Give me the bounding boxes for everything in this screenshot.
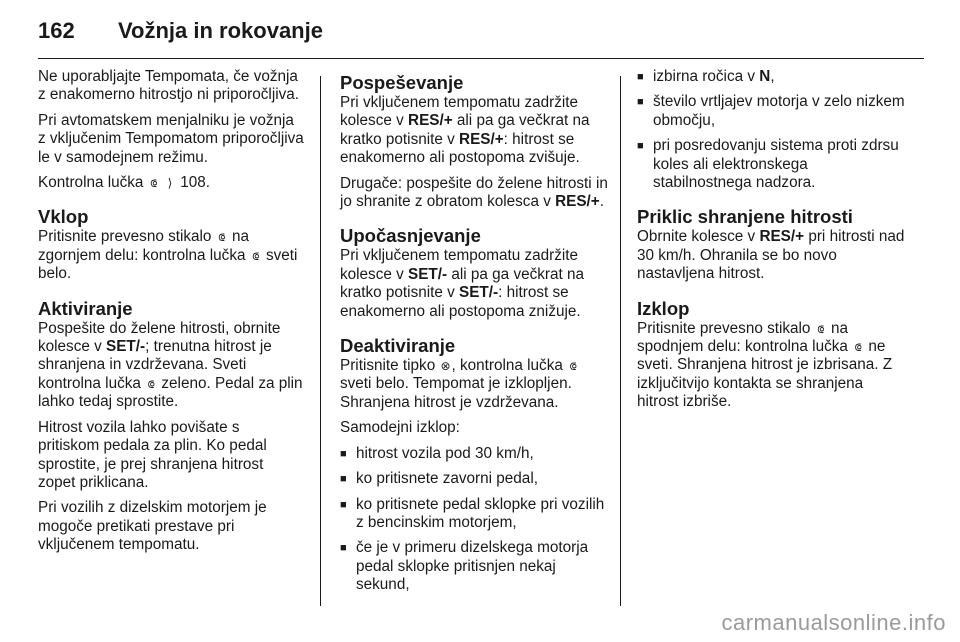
page-number: 162 [38, 18, 75, 43]
paragraph-izklop: Pritisnite prevesno stikalo ⟃ na spodnjem delu: kontrolna lučka ⟃ ne sveti. Shranjena hitrost je izbrisana. Z izključitvijo kontakta se shranjena hitrost izbriše. [637, 319, 893, 411]
column-1 [38, 68, 304, 562]
auto-off-list-continued [637, 68, 909, 192]
column-2 [340, 68, 610, 602]
page-header [38, 18, 323, 48]
heading-pospesevanje: Pospeševanje [340, 72, 464, 93]
heading-vklop: Vklop [38, 206, 89, 228]
heading-priklic: Priklic shranjene hitrosti [637, 206, 853, 228]
cruise-control-lamp-icon: ⟃ [252, 248, 260, 263]
heading-upocasnjevanje: Upočasnjevanje [340, 225, 481, 247]
column-divider-1 [320, 76, 321, 606]
cruise-control-lamp-icon: ⟃ [150, 176, 158, 191]
heading-deaktiviranje: Deaktiviranje [340, 335, 456, 357]
paragraph-samodejni: Samodejni izklop: [340, 419, 460, 437]
cruise-control-lamp-icon: ⟃ [854, 340, 862, 355]
paragraph-drugace: Drugače: pospešite do želene hitrosti in jo shranite z obratom kolesca v RES/+. [340, 174, 608, 211]
paragraph-hitrost: Hitrost vozila lahko povišate s pritiskom pedala za plin. Ko pedal sprostite, je prej shranjena hitrost zopet priklicana. [38, 418, 267, 491]
gear-n: N [759, 68, 771, 85]
cruise-control-lamp-icon: ⟃ [569, 359, 577, 374]
column-divider-2 [620, 76, 621, 606]
key-res: RES/+ [408, 112, 453, 130]
cancel-button-icon: ⊗ [440, 359, 451, 374]
key-set: SET/- [459, 284, 499, 302]
paragraph-automatic: Pri avtomatskem menjalniku je vožnja z vključenim Tempomatom priporočljiva le v samodejnem režimu. [38, 111, 304, 166]
heading-izklop: Izklop [637, 297, 690, 319]
header-rule [38, 58, 924, 59]
cruise-control-lamp-icon: ⟃ [218, 230, 226, 245]
paragraph-lamp-ref: Kontrolna lučka ⟃ ⟩ 108. [38, 174, 210, 192]
paragraph-dizel: Pri vozilih z dizelskim motorjem je mogoče pretikati prestave pri vključenem tempomatu. [38, 499, 267, 554]
key-set: SET/- [106, 338, 146, 356]
watermark: carmanualsonline.info [721, 610, 946, 635]
paragraph-aktiviranje: Pospešite do želene hitrosti, obrnite kolesce v SET/-; trenutna hitrost je shranjena in vzdrževana. Sveti kontrolna lučka ⟃ zeleno. Pedal za plin lahko tedaj sprostite. [38, 319, 303, 411]
paragraph-pospesevanje: Pri vključenem tempomatu zadržite kolesce v RES/+ ali pa ga večkrat na kratko potisnite v RES/+: hitrost se enakomerno ali postopoma zvišuje. [340, 94, 590, 167]
paragraph-intro: Ne uporabljajte Tempomata, če vožnja z enakomerno hitrostjo ni priporočljiva. [38, 68, 300, 104]
list-item: ■ ko pritisnete pedal sklopke pri vozilih z bencinskim motorjem, [340, 496, 610, 533]
list-item: ■ ko pritisnete zavorni pedal, [340, 470, 610, 488]
key-res: RES/+ [555, 193, 600, 211]
cruise-control-lamp-icon: ⟃ [817, 321, 825, 336]
list-item: ■ pri posredovanju sistema proti zdrsu koles ali elektronskega stabilnostnega nadzora. [637, 137, 909, 192]
list-item: ■ izbirna ročica v N, [637, 68, 909, 86]
paragraph-vklop: Pritisnite prevesno stikalo ⟃ na zgornjem delu: kontrolna lučka ⟃ sveti belo. [38, 228, 298, 283]
key-res: RES/+ [459, 130, 504, 148]
cruise-control-lamp-icon: ⟃ [147, 376, 155, 391]
page-reference-icon: ⟩ [167, 176, 173, 191]
key-res: RES/+ [759, 228, 805, 246]
section-title: Vožnja in rokovanje [118, 18, 323, 43]
auto-off-list [340, 445, 610, 595]
paragraph-priklic: Obrnite kolesce v RES/+ pri hitrosti nad 30 km/h. Ohranila se bo novo nastavljena hitrost. [637, 228, 905, 283]
column-3 [637, 68, 909, 419]
list-item: ■ hitrost vozila pod 30 km/h, [340, 445, 610, 463]
heading-aktiviranje: Aktiviranje [38, 297, 133, 319]
list-item: ■ število vrtljajev motorja v zelo nizkem območju, [637, 93, 909, 130]
paragraph-upocasnjevanje: Pri vključenem tempomatu zadržite kolesce v SET/- ali pa ga večkrat na kratko potisnite v SET/-: hitrost se enakomerno ali postopoma znižuje. [340, 247, 585, 320]
list-item: ■ če je v primeru dizelskega motorja pedal sklopke pritisnjen nekaj sekund, [340, 539, 610, 594]
key-set: SET/- [408, 265, 448, 283]
paragraph-deaktiviranje: Pritisnite tipko ⊗, kontrolna lučka ⟃ sveti belo. Tempomat je izklopljen. Shranjena hitrost je vzdrževana. [340, 357, 610, 412]
